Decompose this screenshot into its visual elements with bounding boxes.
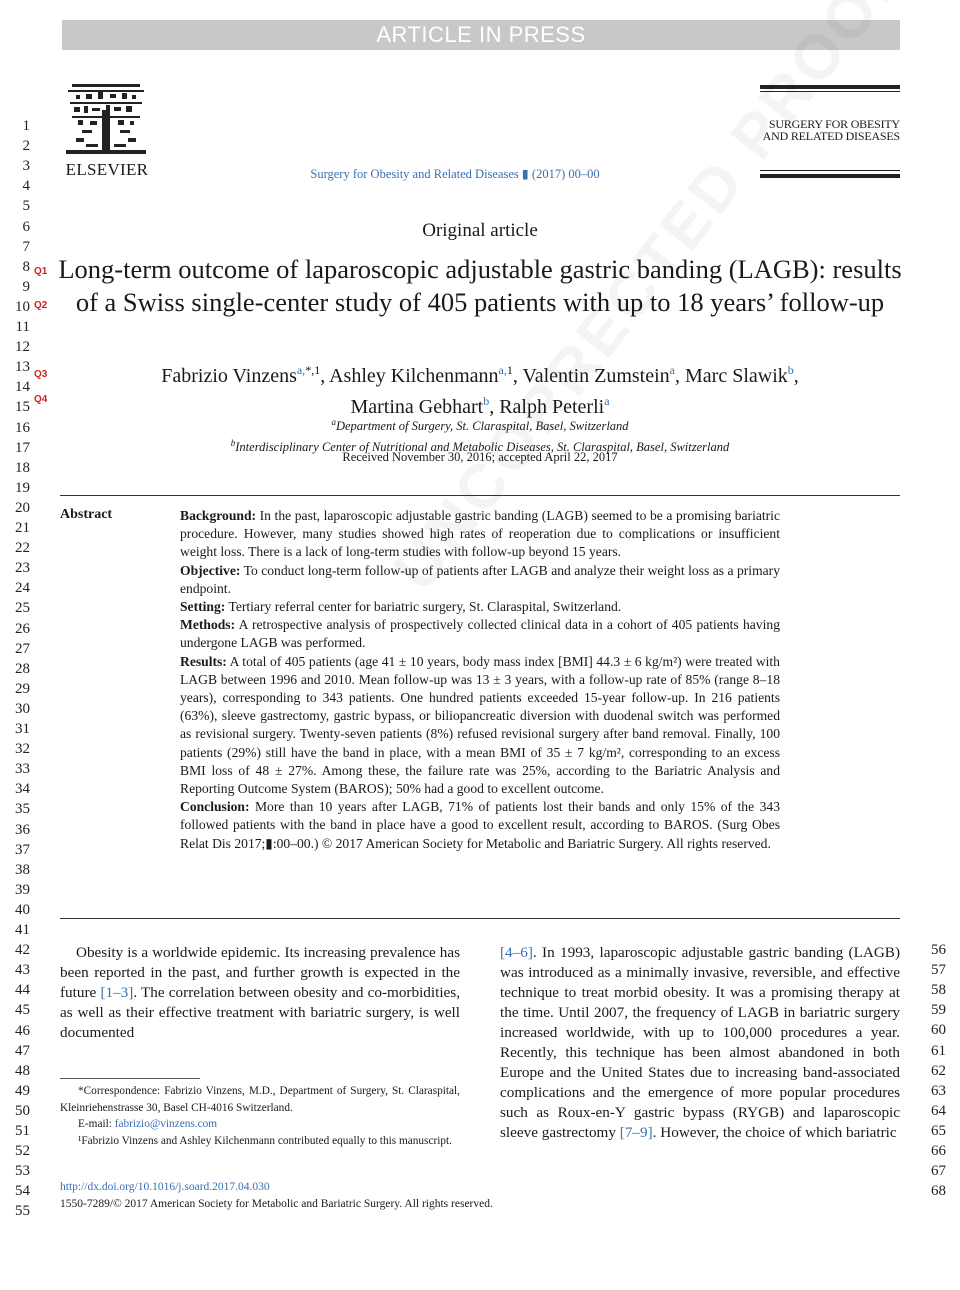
journal-title-rule <box>760 170 900 171</box>
line-number: 50 <box>15 1102 30 1119</box>
correspondence-footnote: *Correspondence: Fabrizio Vinzens, M.D., Department of Surgery, St. Claraspital, Kleinriehenstrasse 30, Basel CH-4016 Switzerland. <box>60 1085 460 1114</box>
reference-link[interactable]: [7–9] <box>619 1124 653 1141</box>
affiliation-marker[interactable]: a <box>669 363 675 377</box>
line-number: 27 <box>15 640 30 657</box>
query-marker[interactable]: Q4 <box>34 394 48 405</box>
line-number: 32 <box>15 741 30 758</box>
journal-title-rule <box>760 174 900 178</box>
author-name: Martina Gebhart <box>350 396 484 418</box>
line-number: 42 <box>15 942 30 959</box>
line-number: 19 <box>15 479 30 496</box>
body-text: . In 1993, laparoscopic adjustable gastric banding (LAGB) was introduced as a minimally invasive, reversible, and effective technique to treat morbid obesity. It was a promising therapy at the time. Until 2007, the frequency of LAGB in bariatric surgery increased worldwide, with up to 100,000 procedures a year. Recently, this technique has been almost abandoned in both Europe and the United States due to increasing band-associated complications and the emergence of more popular procedures such as Roux-en-Y gastric bypass (RYGB) and laparoscopic sleeve gastrectomy <box>500 944 900 1141</box>
abstract-section <box>180 598 780 616</box>
footnote-rule <box>60 1078 200 1079</box>
equal-contribution-footnote: ¹Fabrizio Vinzens and Ashley Kilchenmann contributed equally to this manuscript. <box>78 1134 452 1147</box>
author-name: Valentin Zumstein <box>522 365 670 387</box>
abstract-section <box>180 616 780 652</box>
email-label: E-mail: <box>78 1118 115 1130</box>
author-name: Ralph Peterli <box>499 396 605 418</box>
line-number: 43 <box>15 962 30 979</box>
line-number: 36 <box>15 821 30 838</box>
abstract-section <box>180 653 780 799</box>
line-number: 54 <box>15 1183 30 1200</box>
body-text-left-column <box>60 943 460 1043</box>
author-name: Marc Slawik <box>685 365 788 387</box>
abstract-section-heading: Results: <box>180 653 227 669</box>
footnote-marker[interactable]: 1 <box>506 363 513 377</box>
article-title: Long-term outcome of laparoscopic adjustable gastric banding (LAGB): results of a Swiss single-center study of 405 patients with up to 18 years’ follow-up <box>58 254 902 317</box>
abstract-section-text: Tertiary referral center for bariatric surgery, St. Claraspital, Switzerland. <box>228 599 622 615</box>
line-number: 57 <box>931 962 946 979</box>
affiliation-marker[interactable]: a, <box>498 363 507 377</box>
line-number: 53 <box>15 1163 30 1180</box>
line-number: 64 <box>931 1102 946 1119</box>
line-number: 28 <box>15 660 30 677</box>
affiliation-marker: a <box>331 417 336 427</box>
line-number: 20 <box>15 499 30 516</box>
line-number: 14 <box>15 379 30 396</box>
email-link[interactable]: fabrizio@vinzens.com <box>114 1118 218 1130</box>
line-number: 39 <box>15 881 30 898</box>
doi-link[interactable]: http://dx.doi.org/10.1016/j.soard.2017.04.030 <box>60 1181 270 1193</box>
line-number: 13 <box>15 359 30 376</box>
journal-name-line: SURGERY FOR OBESITY <box>768 117 900 131</box>
line-number: 23 <box>15 560 30 577</box>
line-number: 16 <box>15 419 30 436</box>
abstract-section-heading: Background: <box>180 508 257 523</box>
reference-link[interactable]: [4–6] <box>500 944 533 961</box>
affiliation-text: Department of Surgery, St. Claraspital, Basel, Switzerland <box>335 419 629 433</box>
author-separator: , <box>512 365 523 387</box>
affiliation-text: Interdisciplinary Center of Nutritional and Metabolic Diseases, St. Claraspital, Basel, Switzerland <box>235 440 730 454</box>
received-dates: Received November 30, 2016; accepted April 22, 2017 <box>342 450 618 464</box>
line-number: 7 <box>22 238 30 255</box>
line-number: 55 <box>15 1203 30 1220</box>
affiliation-marker[interactable]: b <box>483 394 490 408</box>
line-number: 29 <box>15 680 30 697</box>
author-name: Ashley Kilchenmann <box>329 365 499 387</box>
line-number: 40 <box>15 901 30 918</box>
abstract-section-heading: Setting: <box>180 599 226 615</box>
line-number: 9 <box>22 278 30 295</box>
elsevier-tree-logo <box>62 80 150 160</box>
line-number: 48 <box>15 1062 30 1079</box>
line-number: 8 <box>22 258 30 275</box>
abstract-section-text: A retrospective analysis of prospectively collected clinical data in a cohort of 405 patients having undergone LAGB was performed. <box>180 617 780 651</box>
body-text: . The correlation between obesity and co-morbidities, as well as their effective treatment with bariatric surgery, is well documented <box>60 984 461 1041</box>
abstract-section <box>180 798 780 853</box>
line-number: 34 <box>15 781 30 798</box>
author-separator: , <box>793 365 799 387</box>
line-number: 66 <box>931 1143 946 1159</box>
footnotes <box>60 1083 460 1149</box>
line-number: 52 <box>15 1143 30 1160</box>
line-number: 3 <box>22 158 30 175</box>
line-number: 51 <box>15 1123 30 1139</box>
line-number: 18 <box>15 459 30 476</box>
body-text-right-column <box>500 943 900 1143</box>
line-number: 41 <box>15 922 30 938</box>
affiliation-marker[interactable]: a, <box>296 363 306 377</box>
line-number: 68 <box>931 1183 946 1200</box>
abstract-top-rule <box>60 495 900 496</box>
author-list <box>100 358 860 420</box>
line-number: 2 <box>22 138 30 155</box>
abstract-section-heading: Objective: <box>180 562 241 578</box>
author-name: Fabrizio Vinzens <box>161 365 297 387</box>
line-number: 30 <box>15 700 30 717</box>
line-number: 62 <box>931 1062 946 1079</box>
abstract-section-text: To conduct long-term follow-up of patients after LAGB and analyze their weight loss as a primary endpoint. <box>180 562 780 596</box>
line-number: 45 <box>15 1002 30 1019</box>
abstract-bottom-rule <box>60 918 900 919</box>
abstract-section-text: In the past, laparoscopic adjustable gastric banding (LAGB) seemed to be a promising bariatric procedure. However, many studies showed high rates of reoperation due to complications or insufficient weight loss. There is a lack of long-term studies with follow-up beyond 15 years. <box>180 508 780 560</box>
abstract-section <box>180 562 780 598</box>
line-number: 33 <box>15 761 30 778</box>
line-number: 12 <box>15 339 30 356</box>
line-number: 49 <box>15 1082 30 1099</box>
affiliation-marker: b <box>230 438 236 448</box>
line-number: 15 <box>15 399 30 416</box>
email-footnote <box>60 1116 460 1133</box>
line-number: 5 <box>22 198 30 215</box>
footnote-marker[interactable]: *,1 <box>305 363 321 377</box>
line-number: 59 <box>931 1002 946 1019</box>
line-number: 4 <box>22 178 30 195</box>
author-separator: , <box>489 396 500 418</box>
line-number: 47 <box>15 1042 30 1059</box>
line-number: 1 <box>22 118 30 134</box>
line-number: 6 <box>22 218 30 235</box>
line-number: 58 <box>931 982 946 999</box>
line-number: 22 <box>15 540 30 557</box>
line-number: 31 <box>15 721 30 737</box>
query-marker[interactable]: Q2 <box>34 300 48 311</box>
line-number: 24 <box>15 580 30 597</box>
author-separator: , <box>675 365 685 387</box>
line-number: 46 <box>15 1022 30 1039</box>
line-number: 11 <box>15 319 30 335</box>
line-number: 17 <box>15 439 30 456</box>
line-number: 26 <box>15 620 30 637</box>
abstract-section-text: A total of 405 patients (age 41 ± 10 years, body mass index [BMI] 44.3 ± 6 kg/m²) were treated with LAGB between 1996 and 2010. Mean follow-up was 13 ± 3 years, with a follow-up rate of 85% (range 8–18 years), corresponding to 343 patients. One hundred patients exceeded 15-year follow-up. In 216 patients (63%), sleeve gastrectomy, gastric bypass, or biliopancreatic diversion with duodenal switch was performed as revisional surgery. Twenty-seven patients (8%) refused revisional surgery after band removal. Finally, 100 patients (29%) still have the band in place, with a mean BMI of 35 ± 7 kg/m², corresponding to an excess BMI loss of 48 ± 27%. Among these, the failure rate was 25%, according to the Bariatric Analysis and Reporting Outcome System (BAROS); 50% had a good to excellent outcome. <box>180 653 780 797</box>
article-in-press-banner: ARTICLE IN PRESS <box>62 20 900 50</box>
abstract-section-heading: Methods: <box>180 617 236 633</box>
author-separator: , <box>320 365 330 387</box>
query-marker[interactable]: Q1 <box>34 266 48 277</box>
line-number: 67 <box>931 1163 946 1180</box>
journal-citation-link[interactable]: Surgery for Obesity and Related Diseases ▮ (2017) 00–00 <box>310 167 600 181</box>
line-number: 10 <box>15 298 30 315</box>
abstract-label: Abstract <box>60 507 113 522</box>
journal-name-line: AND RELATED DISEASES <box>762 129 900 143</box>
copyright-line: 1550-7289/© 2017 American Society for Metabolic and Bariatric Surgery. All rights reserved. <box>60 1198 493 1210</box>
article-type: Original article <box>422 220 538 241</box>
line-number: 63 <box>931 1082 946 1099</box>
body-text: . However, the choice of which bariatric <box>652 1124 897 1141</box>
body-text: Obesity is a worldwide epidemic. Its increasing prevalence has been reported in the past, and further growth is expected in the future <box>60 944 460 1001</box>
affiliation-marker[interactable]: b <box>787 363 794 377</box>
line-number: 44 <box>15 982 30 999</box>
abstract-section <box>180 507 780 562</box>
query-marker[interactable]: Q3 <box>34 369 48 380</box>
line-number: 25 <box>15 600 30 617</box>
line-number: 35 <box>15 801 30 818</box>
affiliation-marker[interactable]: a <box>604 394 610 408</box>
abstract-section-text: More than 10 years after LAGB, 71% of patients lost their bands and only 15% of the 343 followed patients with the band in place have a good to excellent result, according to BAROS. (Surg Obes Relat Dis 2017;▮:00–00.) © 2017 American Society for Metabolic and Bariatric Surgery. All rights reserved. <box>180 799 780 851</box>
line-number: 56 <box>931 942 946 958</box>
abstract-body <box>180 507 780 853</box>
line-number: 38 <box>15 861 30 878</box>
line-number: 65 <box>931 1122 946 1139</box>
publisher-logo-word: ELSEVIER <box>65 160 149 179</box>
reference-link[interactable]: [1–3] <box>100 984 134 1001</box>
line-number: 21 <box>15 520 30 536</box>
line-number: 37 <box>15 841 30 858</box>
abstract-section-heading: Conclusion: <box>180 799 250 815</box>
line-number: 60 <box>931 1022 946 1039</box>
line-number: 61 <box>931 1042 946 1059</box>
